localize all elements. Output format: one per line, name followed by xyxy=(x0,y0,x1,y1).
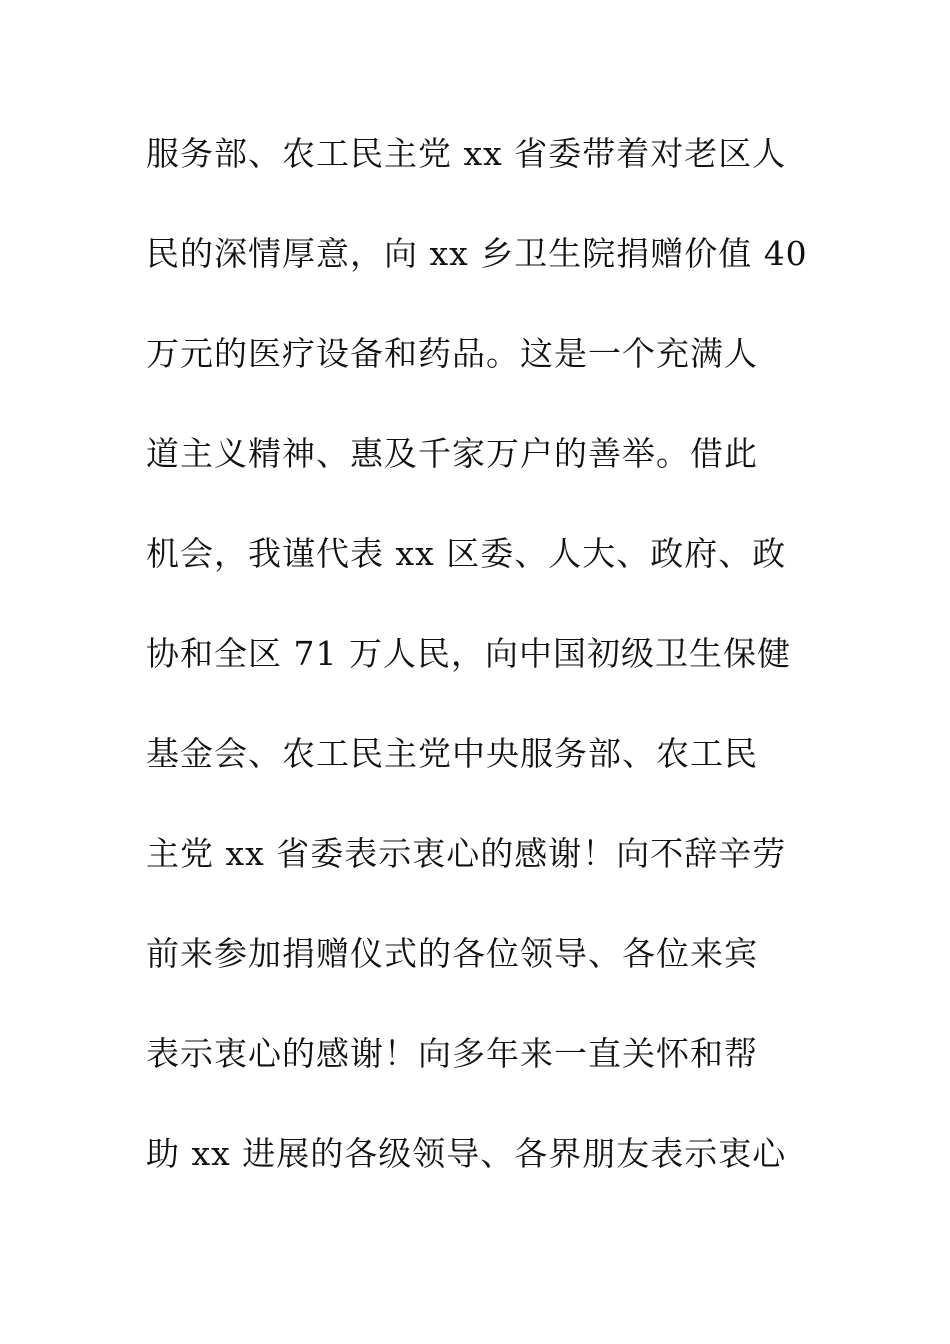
text-line: 主党 xx 省委表示衷心的感谢！向不辞辛劳 xyxy=(146,834,787,873)
text-line: 基金会、农工民主党中央服务部、农工民 xyxy=(146,734,758,773)
text-line: 助 xx 进展的各级领导、各界朋友表示衷心 xyxy=(146,1134,787,1173)
text-line: 民的深情厚意，向 xx 乡卫生院捐赠价值 40 xyxy=(146,234,808,273)
text-line: 服务部、农工民主党 xx 省委带着对老区人 xyxy=(146,134,787,173)
text-line: 万元的医疗设备和药品。这是一个充满人 xyxy=(146,334,758,373)
text-line: 道主义精神、惠及千家万户的善举。借此 xyxy=(146,434,758,473)
body-paragraph xyxy=(146,128,816,1228)
text-line: 前来参加捐赠仪式的各位领导、各位来宾 xyxy=(146,934,758,973)
text-line: 表示衷心的感谢！向多年来一直关怀和帮 xyxy=(146,1034,758,1073)
text-line: 机会，我谨代表 xx 区委、人大、政府、政 xyxy=(146,534,787,573)
text-line: 协和全区 71 万人民，向中国初级卫生保健 xyxy=(146,634,791,673)
